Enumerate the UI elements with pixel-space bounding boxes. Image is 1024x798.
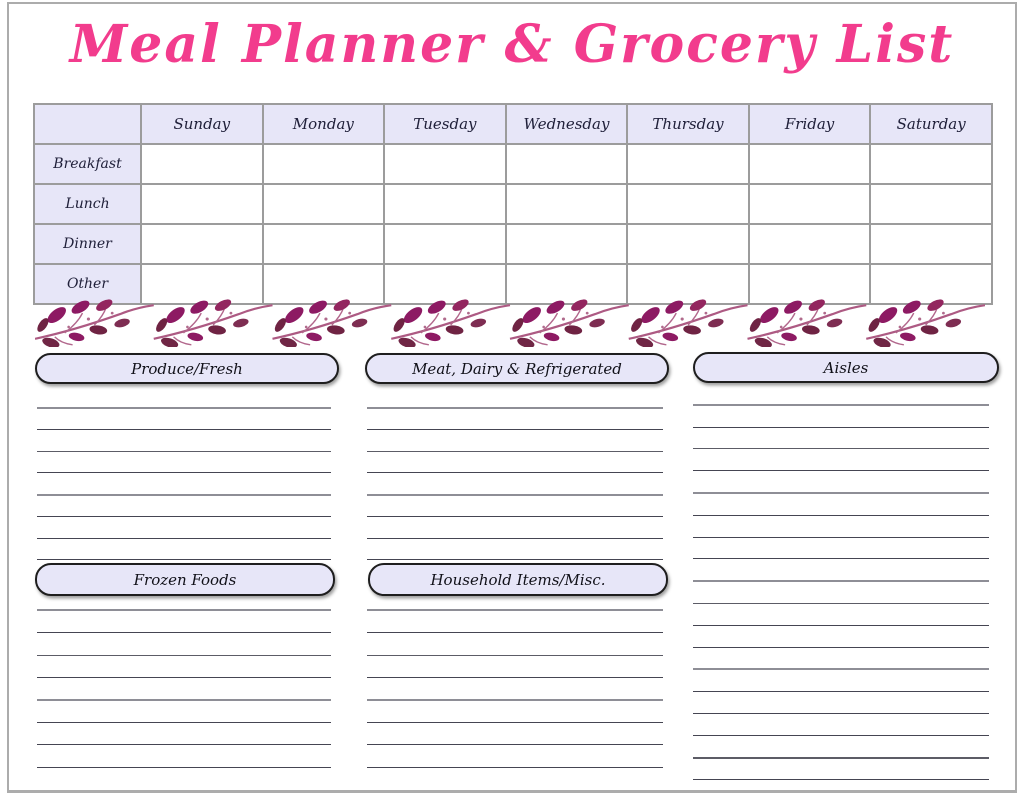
list-line [37,633,331,655]
list-line [693,516,989,538]
list-line [37,745,331,767]
day-header-tuesday: Tuesday [384,104,506,144]
list-line [693,559,989,582]
page-title: Meal Planner & Grocery List [69,14,955,75]
list-line [693,471,989,494]
list-line [37,678,331,701]
list-line [37,701,331,723]
list-line [693,406,989,428]
list-line [693,626,989,648]
list-line [367,745,663,767]
section-header-produce-fresh: Produce/Fresh [35,353,339,384]
list-line [37,611,331,633]
meal-row-label-other: Other [34,264,141,304]
list-line [37,430,331,452]
meal-planner-table [33,103,993,305]
list-line [693,582,989,604]
list-line [693,714,989,736]
planner-cell-lunch-thursday [627,184,749,224]
planner-cell-dinner-sunday [141,224,263,264]
list-line [693,428,989,450]
list-line [367,430,663,452]
planner-cell-breakfast-saturday [870,144,992,184]
day-header-friday: Friday [749,104,871,144]
list-line [37,517,331,539]
planner-cell-breakfast-friday [749,144,871,184]
list-line [37,588,331,611]
list-line [367,656,663,678]
list-line [37,496,331,518]
list-line [693,736,989,759]
day-header-sunday: Sunday [141,104,263,144]
list-line [693,449,989,471]
list-line [693,670,989,692]
list-line [693,604,989,626]
planner-cell-breakfast-monday [263,144,385,184]
meal-row-label-breakfast: Breakfast [34,144,141,184]
list-line [37,452,331,474]
floral-vine-decoration [35,297,985,347]
day-header-thursday: Thursday [627,104,749,144]
planner-cell-breakfast-thursday [627,144,749,184]
list-line [693,692,989,714]
meal-row-label-dinner: Dinner [34,224,141,264]
planner-cell-breakfast-sunday [141,144,263,184]
list-line [37,386,331,409]
list-line [693,648,989,671]
list-line [37,473,331,496]
planner-cell-lunch-friday [749,184,871,224]
planner-cell-lunch-sunday [141,184,263,224]
planner-cell-dinner-friday [749,224,871,264]
list-line [367,386,663,409]
list-line [37,539,331,561]
meal-row-label-lunch: Lunch [34,184,141,224]
planner-cell-dinner-monday [263,224,385,264]
list-line [37,723,331,745]
list-line [367,611,663,633]
day-header-monday: Monday [263,104,385,144]
list-lines-meat-dairy-refrigerated [367,386,663,560]
planner-cell-dinner-tuesday [384,224,506,264]
list-line [367,473,663,496]
planner-cell-dinner-saturday [870,224,992,264]
section-header-household-items-misc: Household Items/Misc. [368,563,668,596]
list-line [367,678,663,701]
day-header-saturday: Saturday [870,104,992,144]
list-line [37,409,331,431]
list-line [693,538,989,560]
list-lines-household-items-misc [367,588,663,768]
list-lines-frozen-foods [37,588,331,768]
list-line [367,539,663,561]
list-line [693,759,989,781]
planner-cell-lunch-monday [263,184,385,224]
day-header-wednesday: Wednesday [506,104,628,144]
planner-corner-cell [34,104,141,144]
planner-cell-lunch-saturday [870,184,992,224]
list-line [693,494,989,516]
list-lines-aisles [693,383,989,780]
planner-cell-dinner-wednesday [506,224,628,264]
planner-cell-breakfast-tuesday [384,144,506,184]
planner-cell-breakfast-wednesday [506,144,628,184]
section-header-frozen-foods: Frozen Foods [35,563,335,596]
section-header-aisles: Aisles [693,352,999,383]
list-line [367,633,663,655]
list-line [37,656,331,678]
list-line [367,588,663,611]
list-lines-produce-fresh [37,386,331,560]
section-header-meat-dairy-refrigerated: Meat, Dairy & Refrigerated [365,353,669,384]
list-line [367,701,663,723]
list-line [367,496,663,518]
planner-cell-lunch-tuesday [384,184,506,224]
planner-cell-lunch-wednesday [506,184,628,224]
list-line [367,723,663,745]
list-line [693,383,989,406]
list-line [367,517,663,539]
planner-cell-dinner-thursday [627,224,749,264]
list-line [367,452,663,474]
list-line [367,409,663,431]
